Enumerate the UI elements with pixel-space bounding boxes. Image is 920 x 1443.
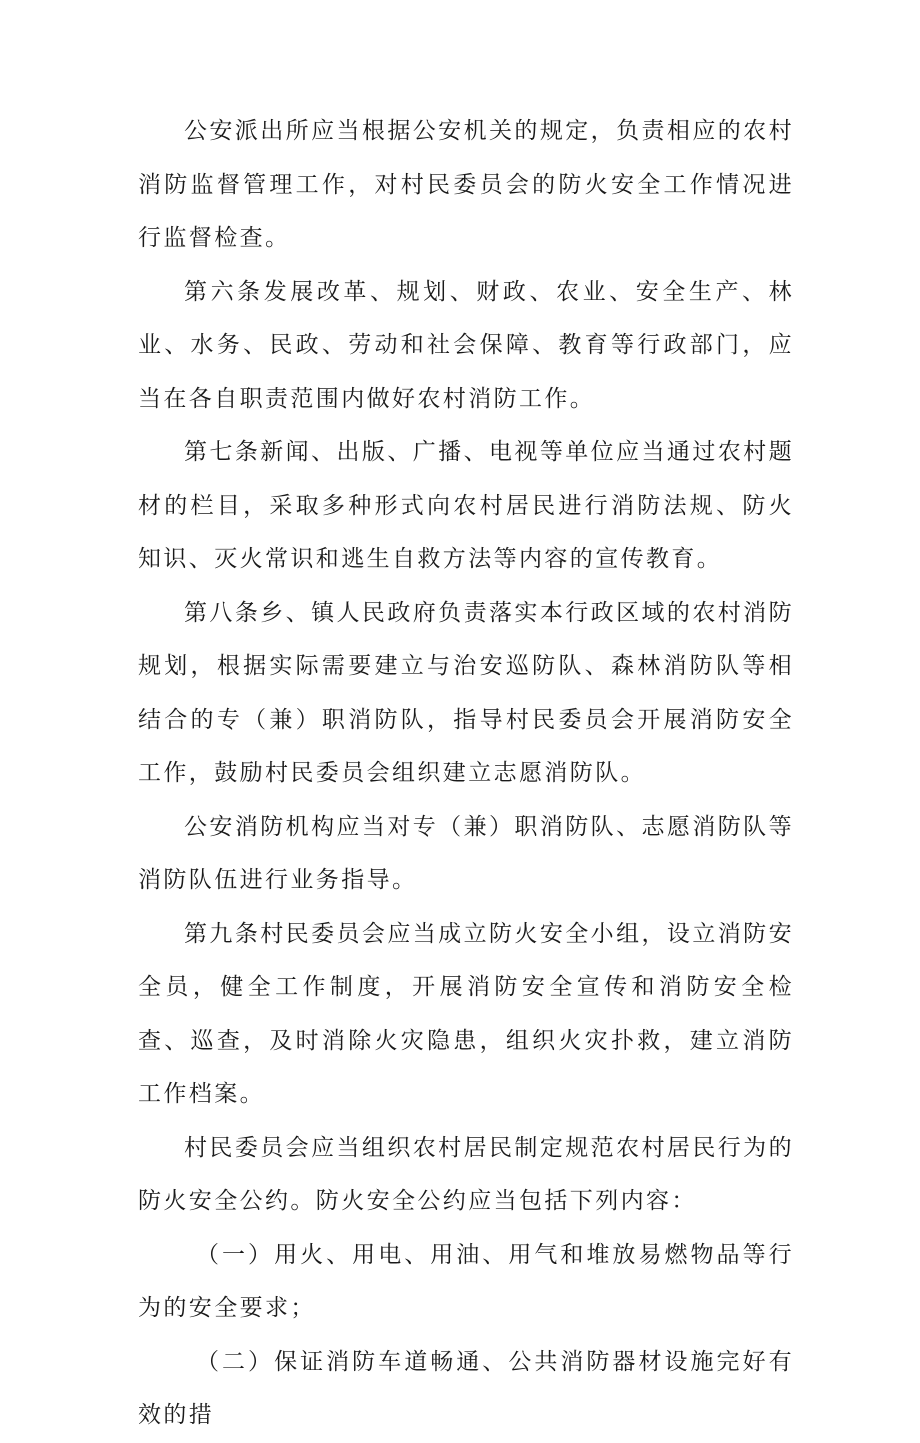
paragraph-article-9: 第九条村民委员会应当成立防火安全小组，设立消防安全员，健全工作制度，开展消防安全宣传和消防安全检查、巡查，及时消除火灾隐患，组织火灾扑救，建立消防工作档案。: [138, 920, 794, 1107]
paragraph-fire-agency-guidance: 公安消防机构应当对专（兼）职消防队、志愿消防队等消防队伍进行业务指导。: [138, 813, 794, 893]
paragraph-safety-convention: 村民委员会应当组织农村居民制定规范农村居民行为的防火安全公约。防火安全公约应当包括下列内容：: [138, 1134, 794, 1214]
paragraph-article-6: 第六条发展改革、规划、财政、农业、安全生产、林业、水务、民政、劳动和社会保障、教育等行政部门，应当在各自职责范围内做好农村消防工作。: [138, 278, 794, 412]
list-item-2: （二）保证消防车道畅通、公共消防器材设施完好有效的措: [138, 1348, 794, 1428]
paragraph-article-8: 第八条乡、镇人民政府负责落实本行政区域的农村消防规划，根据实际需要建立与治安巡防队、森林消防队等相结合的专（兼）职消防队，指导村民委员会开展消防安全工作，鼓励村民委员会组织建立志愿消防队。: [138, 599, 794, 786]
paragraph-article-7: 第七条新闻、出版、广播、电视等单位应当通过农村题材的栏目，采取多种形式向农村居民进行消防法规、防火知识、灭火常识和逃生自救方法等内容的宣传教育。: [138, 439, 794, 572]
list-item-1: （一）用火、用电、用油、用气和堆放易燃物品等行为的安全要求；: [138, 1241, 794, 1321]
document-body: [138, 105, 794, 1443]
paragraph-police-station-supervision: 公安派出所应当根据公安机关的规定，负责相应的农村消防监督管理工作，对村民委员会的防火安全工作情况进行监督检查。: [138, 118, 794, 251]
